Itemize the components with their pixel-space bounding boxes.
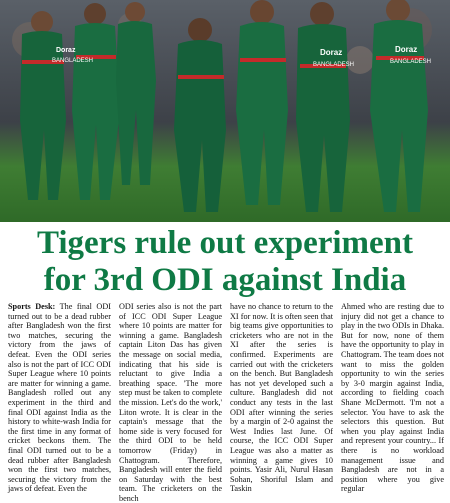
article-text: The final ODI turned out to be a dead rubber after Bangladesh won the first two matches, securing the victory from the jaws of defeat. Even the ODI series also is not the part of ICC ODI Super League where 10 points are matter for winning a game. Bangladesh rolled out any experiment in the third and final ODI against India as the history to white-wash India for the first time in any format of cricket beckons them. The final ODI turned out to be a dead rubber after Bangladesh won the first two matches, securing the victory from the jaws of defeat. Even the	[8, 302, 111, 494]
jersey-country-text: BANGLADESH	[52, 58, 94, 64]
team-photo-image	[0, 0, 450, 222]
jersey-country-text: BANGLADESH	[313, 62, 355, 68]
article-text: Ahmed who are resting due to injury did not get a chance to play in the two ODIs in Dhaka. But for now, none of them have the opportunity to play in Chattogram. The team does not want to miss the golden opportunity to win the series by 3-0 margin against India, according to fielding coach Shane McDermott. 'I'm not a selector. You have to ask the selectors this question. But when you play against India and represent your country... If there is no workload management issue and Bangladesh are not in a position where you give regular	[341, 302, 444, 494]
headline-line-1: Tigers rule out experiment	[36, 225, 414, 261]
jersey-sponsor-text: Doraz	[56, 47, 76, 54]
dateline: Sports Desk:	[8, 302, 56, 311]
article-text: have no chance to return to the XI for now. It is often seen that big teams give opportunities to cricketers who are not in the XI after the series is confirmed. Experiments are carried out with the cricketers on the bench. But Bangladesh has not yet developed such a culture. Bangladesh did not conduct any tests in the last ODI after winning the series by a margin of 2-0 against the West Indies last June. Of course, the ICC ODI Super League was also a matter as winning a game gives 10 points. Yasir Ali, Nurul Hasan Sohan, Shoriful Islam and Taskin	[230, 302, 333, 494]
article-column-1	[8, 302, 111, 494]
article-text: ODI series also is not the part of ICC ODI Super League where 10 points are matter for winning a game. Bangladesh captain Liton Das has given the message on social media, indicating that his side is reluctant to give India a breathing space. 'The more step must be taken to complete the mission. Let's do the work,' Liton wrote. It is clear in the captain's message that the home side is very focused for the third ODI to be held tomorrow (Friday) in Chattogram. Therefore, Bangladesh will enter the field on Saturday with the best team. The cricketers on the bench	[119, 302, 222, 503]
jersey-sponsor-text: Doraz	[395, 45, 418, 54]
headline	[0, 225, 450, 299]
article-body	[8, 302, 444, 503]
article-column-3	[230, 302, 333, 494]
article-column-2	[119, 302, 222, 503]
article-column-4	[341, 302, 444, 494]
team-photo	[0, 0, 450, 222]
jersey-sponsor-text: Doraz	[320, 48, 343, 57]
jersey-country-text: BANGLADESH	[390, 59, 432, 65]
headline-line-2: for 3rd ODI against India	[43, 262, 407, 298]
